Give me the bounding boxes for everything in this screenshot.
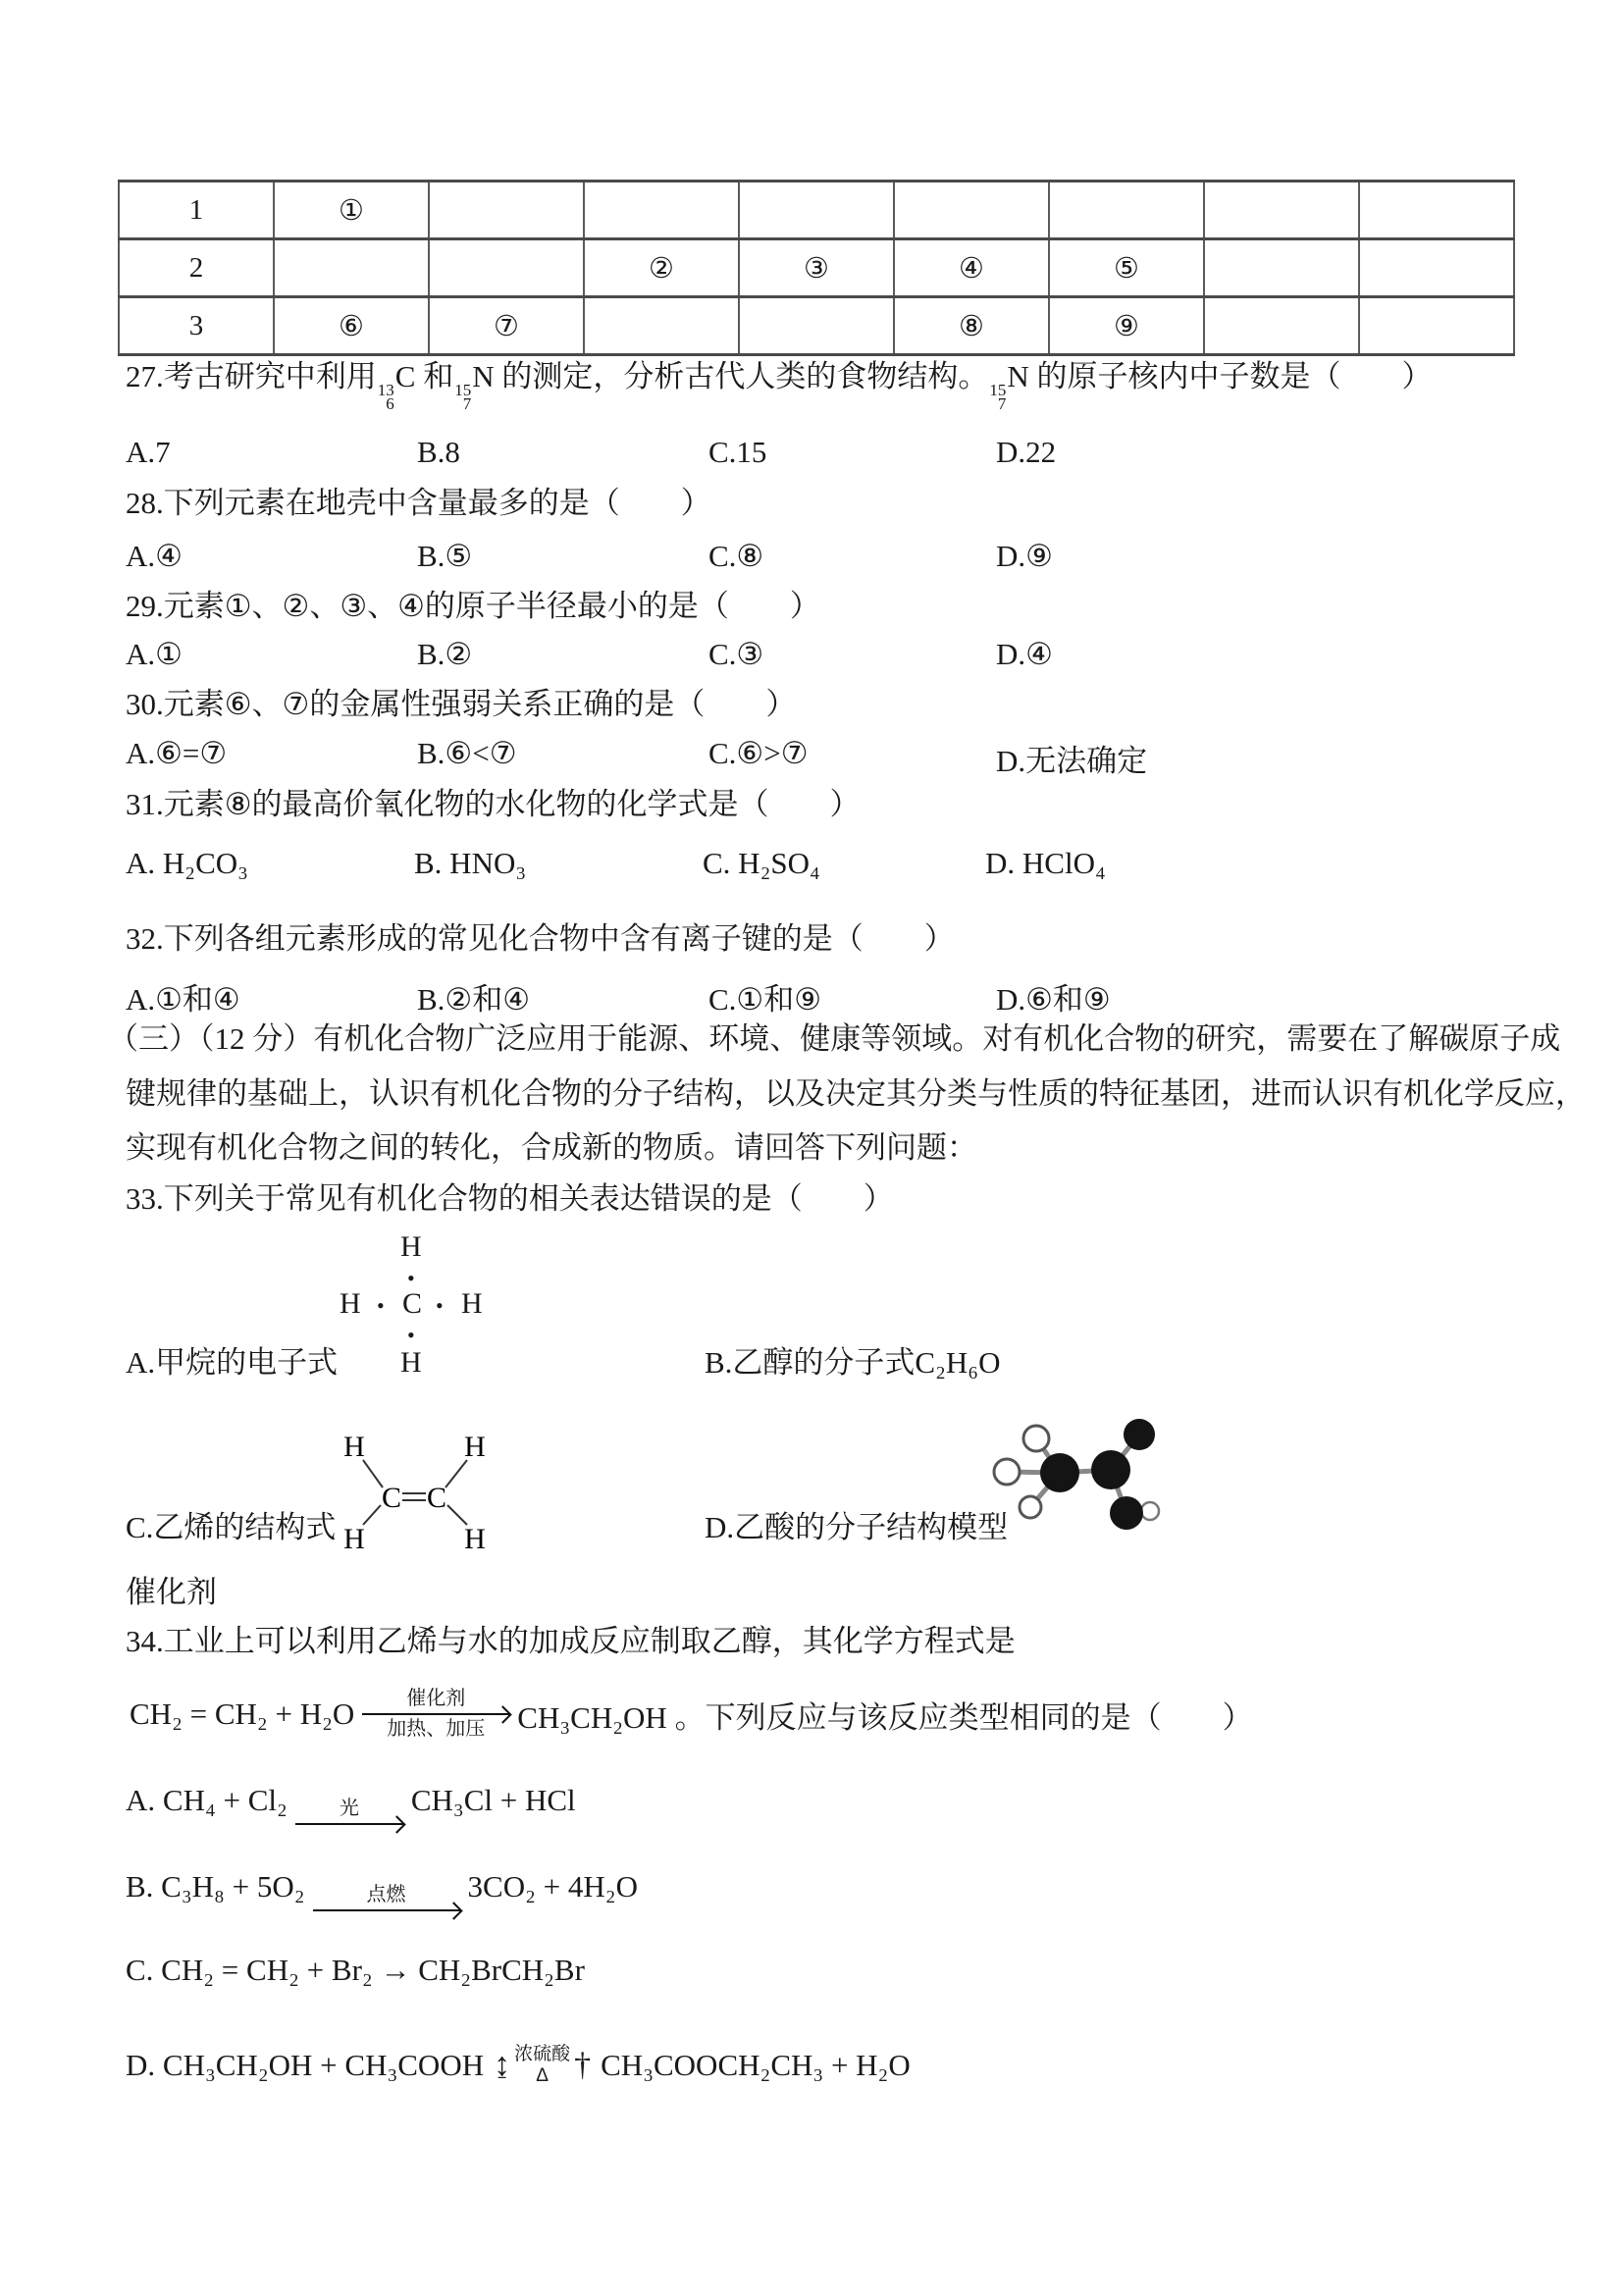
option-d: D.⑨	[996, 539, 1053, 573]
q33-label-b: B.乙醇的分子式C₂H₆O	[705, 1345, 1001, 1380]
question-29-stem: 29.元素①、②、③、④的原子半径最小的是（ ）	[126, 589, 820, 623]
question-31-stem: 31.元素⑧的最高价氧化物的水化物的化学式是（ ）	[126, 787, 861, 821]
option-a: A.7	[126, 435, 171, 469]
o-ball	[1110, 1496, 1143, 1530]
isotope-13-6: 13 6	[377, 381, 394, 414]
option-a: A.①	[126, 637, 183, 671]
question-33-stem: 33.下列关于常见有机化合物的相关表达错误的是（ ）	[126, 1181, 894, 1216]
q33-label-a: A.甲烷的电子式	[126, 1345, 339, 1380]
reversible-arrow: ↨ 浓硫酸 Δ †	[494, 2044, 592, 2086]
option-c: C.⑥>⑦	[708, 736, 809, 770]
option-d: D.无法确定	[996, 744, 1148, 778]
option-b: B.⑤	[417, 539, 473, 573]
q34-option-c: C. CH₂ = CH₂ + Br₂ → CH₂BrCH₂Br	[126, 1953, 585, 1987]
periodic-table	[118, 180, 1515, 356]
q34-option-d: D. CH₃CH₂OH + CH₃COOH ↨ 浓硫酸 Δ † CH₃COOCH₂CH₃ + H₂O	[126, 2044, 911, 2086]
c-atom: C	[402, 1287, 423, 1320]
catalyst-line: 催化剂	[126, 1575, 217, 1609]
option-d: D.④	[996, 637, 1053, 671]
table-row: 1 ①	[119, 182, 1514, 239]
table-row: 2 ② ③ ④ ⑤	[119, 239, 1514, 297]
option-c: C.①和⑨	[708, 982, 822, 1017]
h-ball	[1023, 1426, 1049, 1451]
section3-line-1: （三）（12 分）有机化合物广泛应用于能源、环境、健康等领域。对有机化合物的研究，需要在了解碳原子成	[108, 1021, 1561, 1056]
electron-dot: •	[407, 1266, 415, 1290]
arrow-line	[295, 1823, 403, 1825]
c-atom: C	[381, 1482, 402, 1514]
option-c: C.⑧	[708, 539, 764, 573]
question-30-stem: 30.元素⑥、⑦的金属性强弱关系正确的是（ ）	[126, 687, 797, 721]
option-b: B.②和④	[417, 982, 531, 1017]
reaction-arrow: 点燃	[313, 1884, 460, 1914]
section3-line-3: 实现有机化合物之间的转化，合成新的物质。请回答下列问题：	[126, 1130, 977, 1165]
arrow-line	[313, 1909, 460, 1911]
c-atom: C	[426, 1482, 447, 1514]
option-c: C. H₂SO₄	[703, 846, 820, 880]
q33-label-d: D.乙酸的分子结构模型	[705, 1510, 1009, 1544]
option-d: D. HClO₄	[985, 846, 1106, 880]
q34-option-a: A. CH₄ + Cl₂ 光 CH₃Cl + HCl	[126, 1771, 576, 1830]
h-atom: H	[340, 1287, 361, 1320]
reaction-arrow: 光	[295, 1798, 403, 1828]
h-ball	[1141, 1502, 1159, 1520]
h-atom: H	[400, 1346, 422, 1379]
acetic-acid-model	[979, 1399, 1176, 1561]
option-b: B. HNO₃	[414, 846, 527, 880]
option-c: C.15	[708, 435, 767, 469]
h-atom: H	[400, 1230, 422, 1263]
question-27-stem: 27.考古研究中利用 13 6 C 和 15 7 N 的测定，分析古代人类的食物结构。 15 7 N 的原子核内中子数是（ ）	[126, 359, 1433, 414]
table-row: 3 ⑥ ⑦ ⑧ ⑨	[119, 297, 1514, 355]
option-b: B.⑥<⑦	[417, 736, 517, 770]
option-d: D.22	[996, 435, 1057, 469]
section3-line-2: 键规律的基础上，认识有机化合物的分子结构，以及决定其分类与性质的特征基团，进而认识有机化学反应，	[126, 1076, 1586, 1111]
option-a: A.④	[126, 539, 183, 573]
q33-label-c: C.乙烯的结构式	[126, 1510, 337, 1544]
ethylene-structural-formula	[312, 1409, 518, 1561]
option-b: B.8	[417, 435, 460, 469]
option-a: A.⑥=⑦	[126, 736, 228, 770]
option-a: A. H₂CO₃	[126, 846, 248, 880]
option-d: D.⑥和⑨	[996, 982, 1111, 1017]
question-32-stem: 32.下列各组元素形成的常见化合物中含有离子键的是（ ）	[126, 921, 955, 956]
h-ball	[994, 1459, 1020, 1485]
h-atom: H	[461, 1287, 483, 1320]
option-c: C.③	[708, 637, 764, 671]
q34-main-equation: CH₂ = CH₂ + H₂O 催化剂 加热、加压 CH₃CH₂OH 。下列反应与该反应类型相同的是（ ）	[130, 1688, 1253, 1740]
q34-option-b: B. C₃H₈ + 5O₂ 点燃 3CO₂ + 4H₂O	[126, 1857, 638, 1916]
arrow-line	[362, 1713, 509, 1715]
c-ball	[1091, 1450, 1130, 1489]
h-atom: H	[343, 1431, 365, 1463]
electron-dot: •	[407, 1323, 415, 1347]
o-ball	[1124, 1419, 1155, 1450]
option-a: A.①和④	[126, 982, 240, 1017]
c-ball	[1040, 1453, 1079, 1492]
h-atom: H	[343, 1523, 365, 1555]
reaction-arrow: 催化剂 加热、加压	[362, 1688, 509, 1741]
question-28-stem: 28.下列元素在地壳中含量最多的是（ ）	[126, 486, 711, 520]
electron-dot: •	[436, 1293, 444, 1318]
isotope-15-7: 15 7	[454, 381, 472, 414]
h-atom: H	[464, 1523, 486, 1555]
methane-electron-formula	[330, 1230, 506, 1383]
h-ball	[1020, 1496, 1041, 1518]
electron-dot: •	[377, 1293, 385, 1318]
h-atom: H	[464, 1431, 486, 1463]
option-b: B.②	[417, 637, 473, 671]
question-34-stem: 34.工业上可以利用乙烯与水的加成反应制取乙醇，其化学方程式是	[126, 1624, 1016, 1658]
isotope-15-7: 15 7	[989, 381, 1007, 414]
